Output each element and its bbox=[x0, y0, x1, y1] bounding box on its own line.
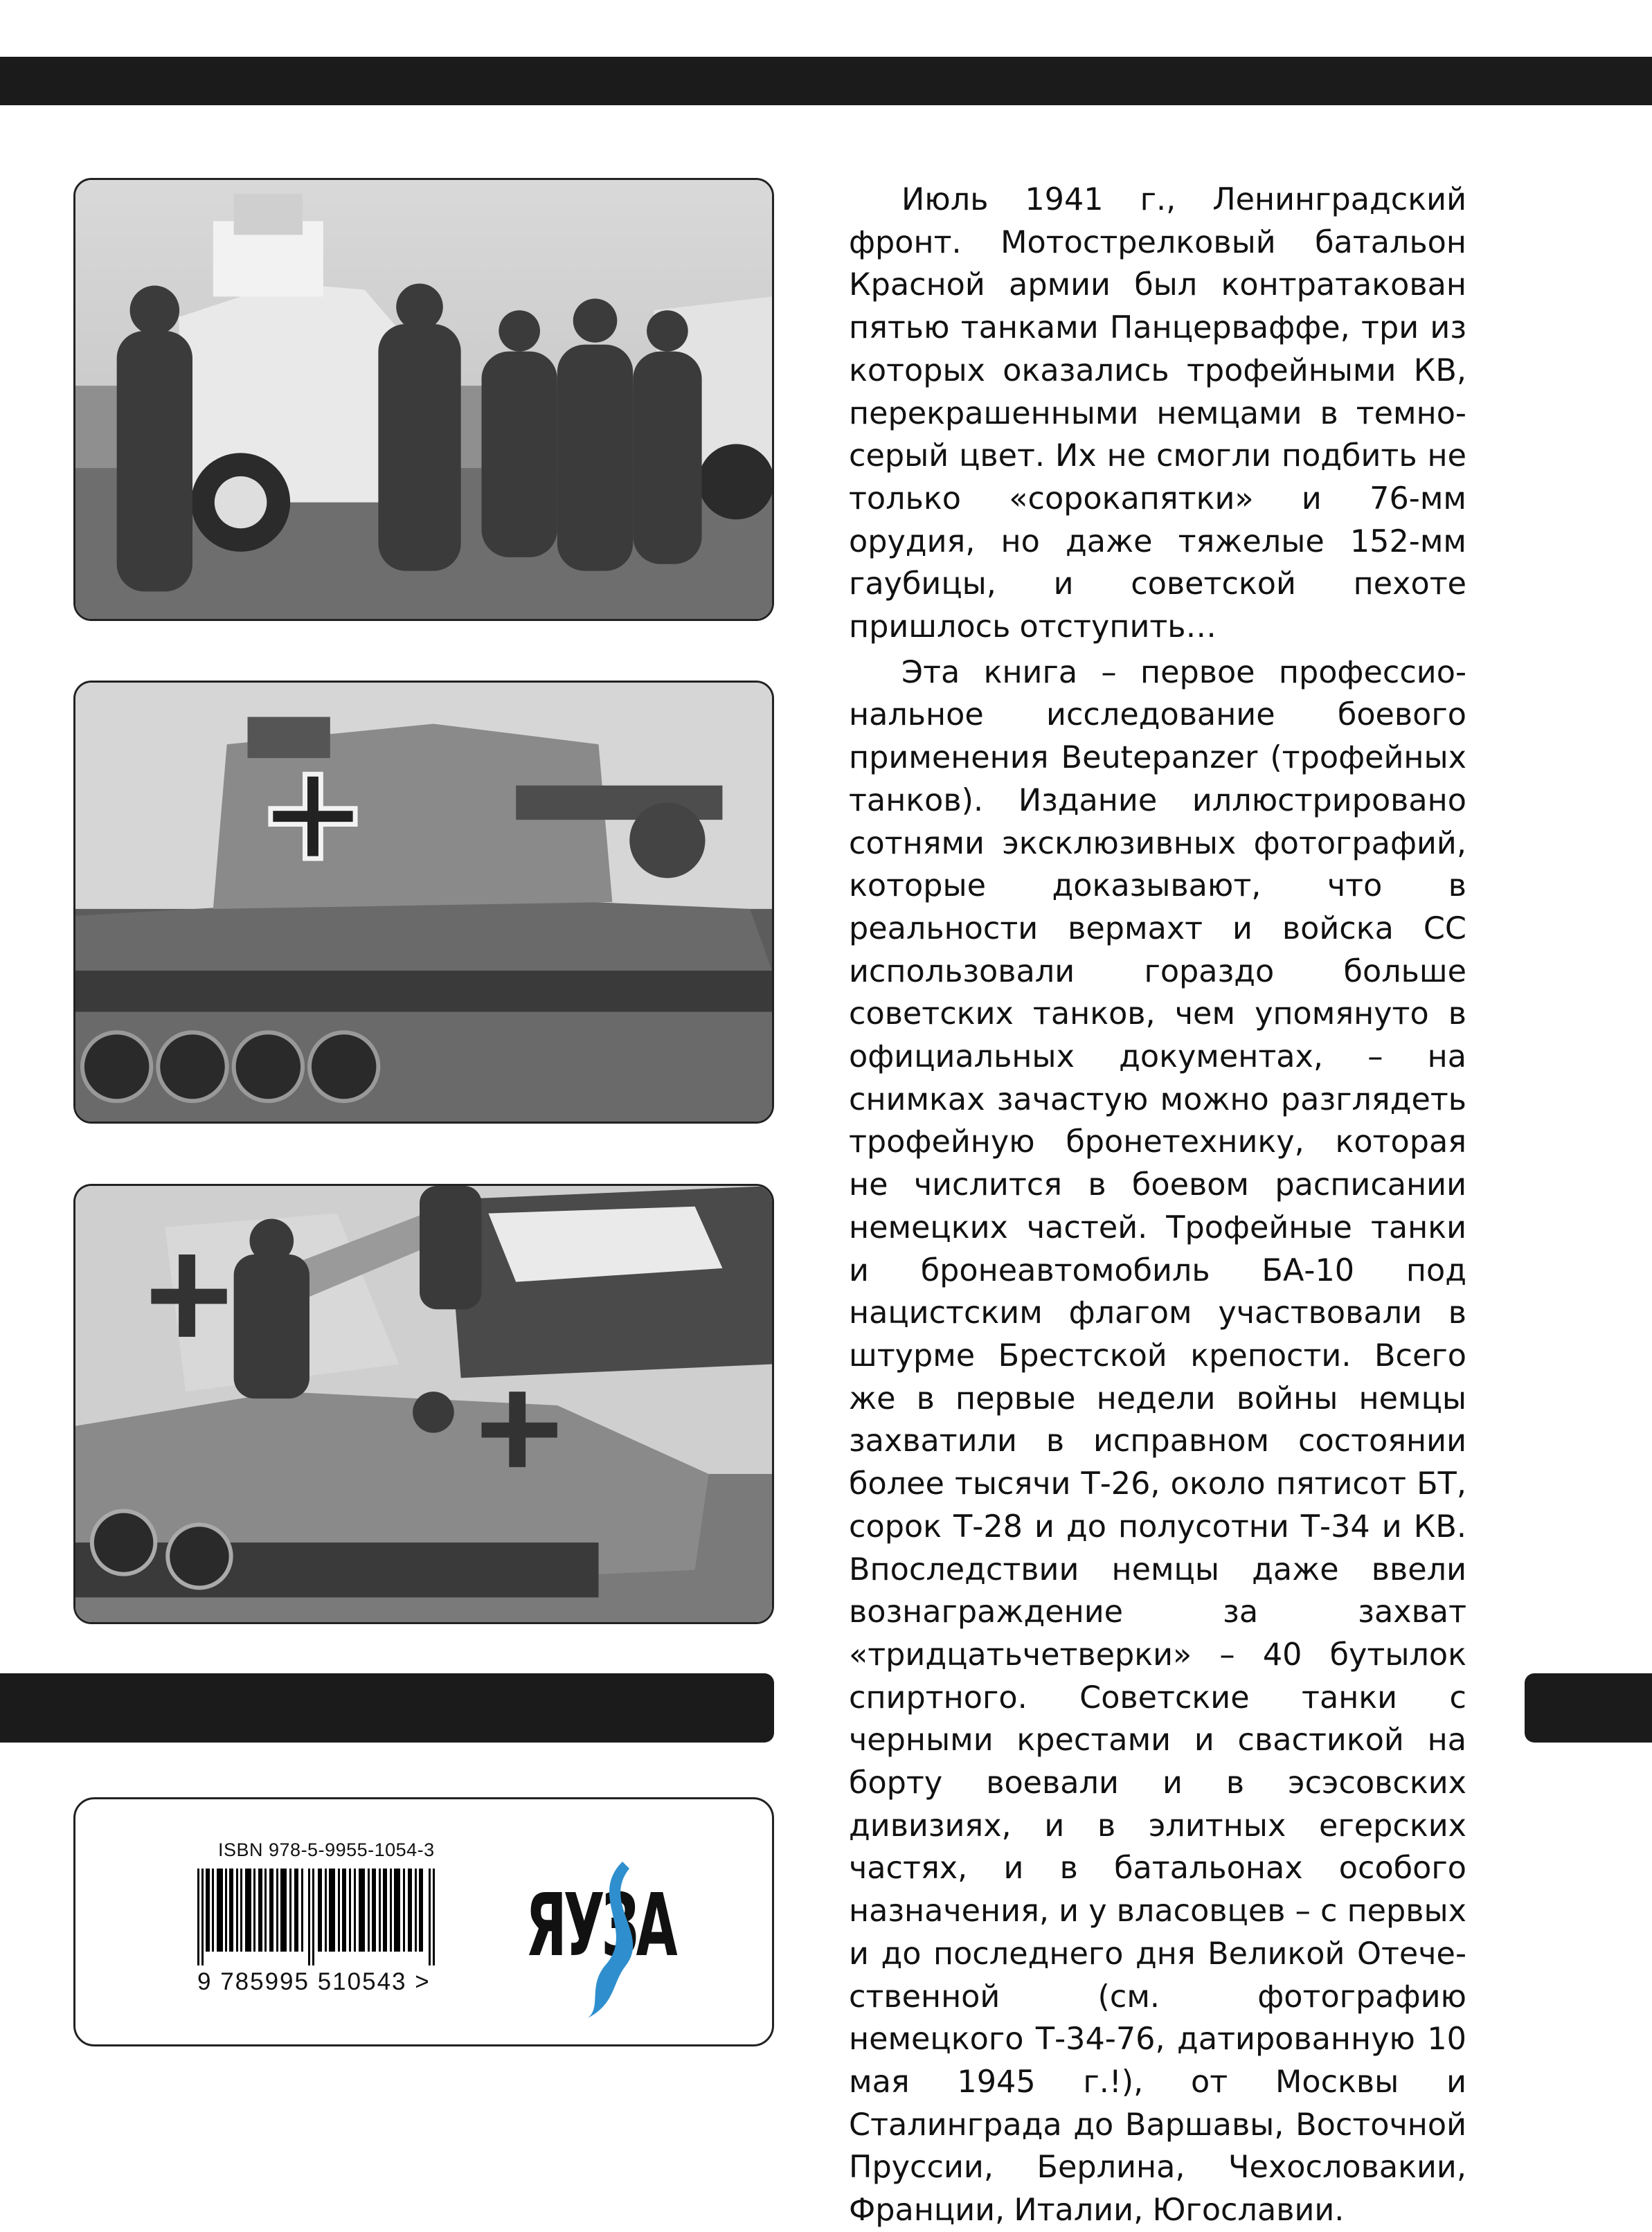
isbn-label: ISBN 978-5-9955-1054-3 bbox=[218, 1839, 435, 1860]
bottom-right-decorative-bar bbox=[1525, 1673, 1652, 1743]
barcode-image bbox=[197, 1869, 438, 1965]
logo-wave-icon bbox=[574, 1855, 650, 2021]
barcode-panel bbox=[73, 1797, 774, 2046]
photo-kv-tank bbox=[73, 681, 774, 1124]
photo-t34-tank bbox=[73, 1184, 774, 1624]
photo-soldiers-armored-car bbox=[73, 178, 774, 621]
paragraph: Июль 1941 г., Ленинградский фронт. Мотострелковый батальон Красной армии был контратакован пятью танками Панцерваффе, три из которых оказались трофейными КВ, перекрашенными немцами в темно-серый цвет. Их не смогли подбить не только «сорокапятки» и 76-мм орудия, но даже тяжелые 152-мм гаубицы, и советской пехоте пришлось отступить… bbox=[849, 182, 1466, 645]
bottom-left-decorative-bar bbox=[0, 1673, 774, 1743]
annotation-text bbox=[849, 179, 1466, 2232]
publisher-logo bbox=[526, 1841, 692, 2021]
publisher-logo-text: ЯУЗА bbox=[526, 1875, 674, 1976]
barcode-digits: 9 785995 510543 > bbox=[197, 1968, 431, 1995]
top-decorative-bar bbox=[0, 57, 1652, 105]
paragraph: Эта книга – первое профессиональное исследование боевого применения Beutepanzer (трофейных танков). Издание иллюстрировано сотнями эксклюзивных фотографий, которые доказывают, что в реальности вермахт и войска СС использовали гораздо больше советских танков, чем упомянуто в официальных документах, – на снимках зачастую можно разглядеть трофейную бронетехнику, которая не числится в боевом расписании немецких частей. Трофейные танки и бронеавтомобиль БА-10 под нацистским флагом участвовали в штурме Брестской крепости. Всего же в первые недели войны немцы захватили в исправном состоянии более тысячи Т-26, около пятисот БТ, сорок Т-28 и до полусотни Т-34 и КВ. Впоследствии немцы даже ввели вознаграждение за захват «тридцатьчетверки» – 40 бутылок спиртного. Советские танки с черными крестами и свастикой на борту воевали и в эсэсовских дивизиях, и в элитных егерских частях, и в батальонах особого назначения, и у власовцев – с первых и до последнего дня Великой Отечественной (см. фотографию немецкого Т-34-76, датированную 10 мая 1945 г.!), от Москвы и Сталинграда до Варшавы, Восточной Пруссии, Берлина, Чехословакии, Франции, Италии, Югославии. bbox=[849, 654, 1466, 2229]
